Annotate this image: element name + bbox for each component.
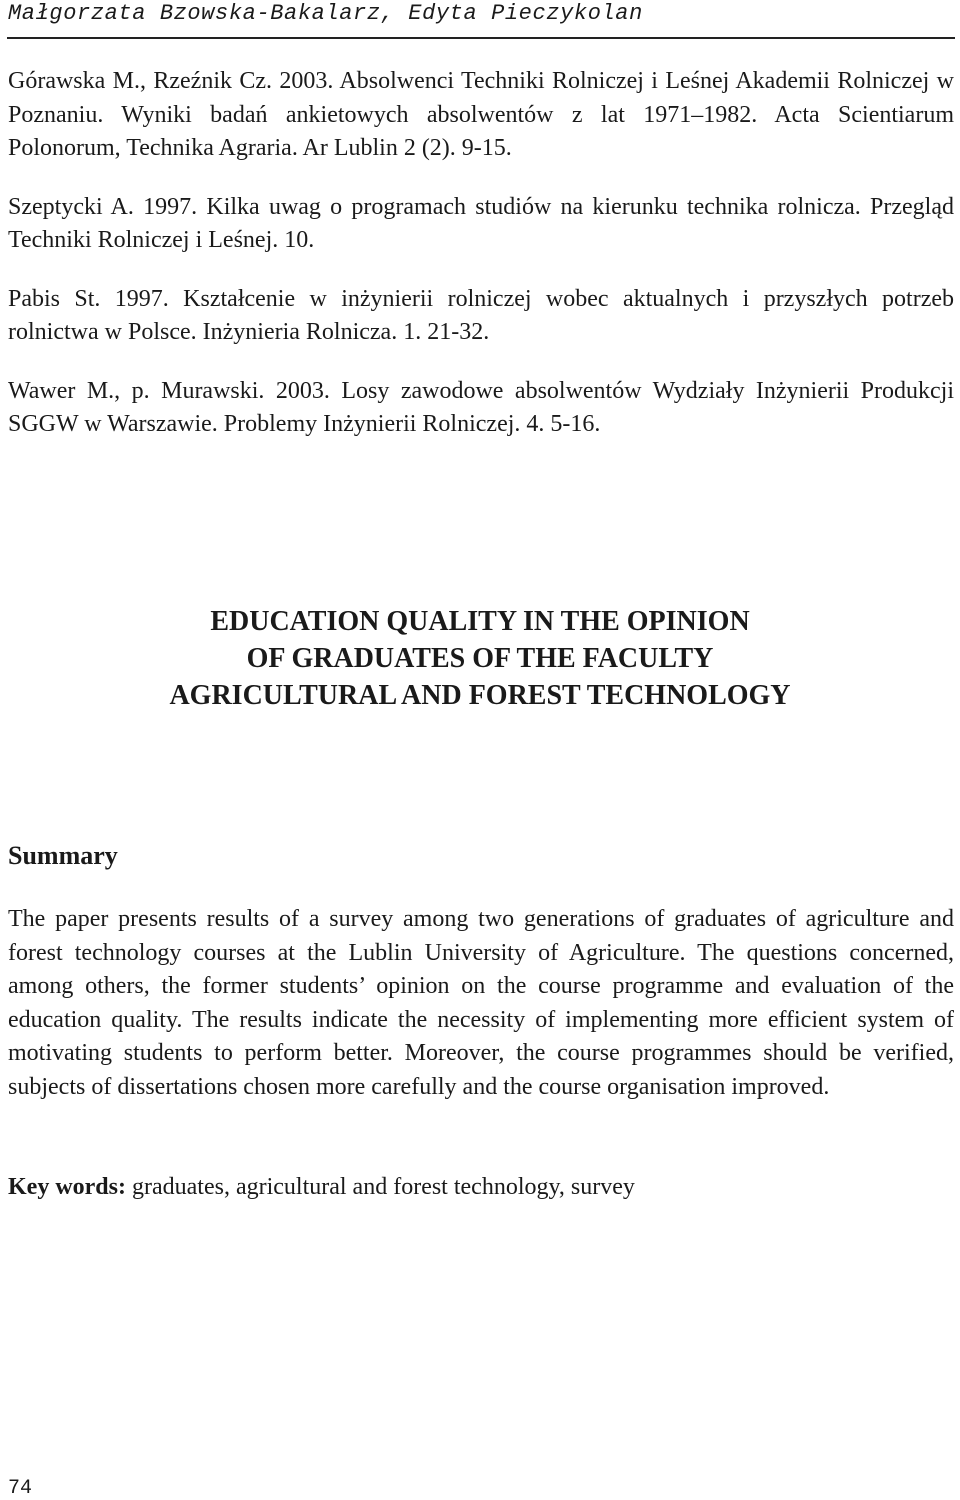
keywords-line <box>8 1170 635 1204</box>
running-header: Małgorzata Bzowska-Bakalarz, Edyta Pieczykolan <box>8 1 643 26</box>
summary-heading: Summary <box>8 841 118 870</box>
title-line-3: AGRICULTURAL AND FOREST TECHNOLOGY <box>169 680 791 711</box>
reference-item-szeptycki: Szeptycki A. 1997. Kilka uwag o programach studiów na kierunku technika rolnicza. Przegląd Techniki Rolniczej i Leśnej. 10. <box>8 193 954 253</box>
english-title <box>0 603 960 714</box>
header-divider <box>7 37 955 39</box>
keywords-label: Key words: <box>8 1174 126 1200</box>
summary-paragraph: The paper presents results of a survey among two generations of graduates of agriculture and forest technology courses at the Lublin University of Agriculture. The questions concerned, among others, the former students’ opinion on the course programme and evaluation of the education quality. The results indicate the necessity of implementing more efficient system of motivating students to perform better. Moreover, the course programmes should be verified, subjects of dissertations chosen more carefully and the course organisation improved. <box>8 906 954 1100</box>
reference-item-gorawska: Górawska M., Rzeźnik Cz. 2003. Absolwenci Techniki Rolniczej i Leśnej Akademii Rolniczej w Poznaniu. Wyniki badań ankietowych absolwentów z lat 1971–1982. Acta Scientiarum Polonorum, Technika Agraria. Ar Lublin 2 (2). 9-15. <box>8 68 954 161</box>
page-number: 74 <box>8 1477 33 1500</box>
title-line-2: OF GRADUATES OF THE FACULTY <box>246 643 714 674</box>
reference-item-wawer: Wawer M., p. Murawski. 2003. Losy zawodowe absolwentów Wydziały Inżynierii Produkcji SGGW w Warszawie. Problemy Inżynierii Rolniczej. 4. 5-16. <box>8 377 954 437</box>
title-line-1: EDUCATION QUALITY IN THE OPINION <box>210 606 750 637</box>
reference-list <box>8 65 954 467</box>
keywords-value: graduates, agricultural and forest technology, survey <box>131 1174 635 1200</box>
reference-item-pabis: Pabis St. 1997. Kształcenie w inżynierii rolniczej wobec aktualnych i przyszłych potrzeb rolnictwa w Polsce. Inżynieria Rolnicza. 1. 21-32. <box>8 285 954 345</box>
